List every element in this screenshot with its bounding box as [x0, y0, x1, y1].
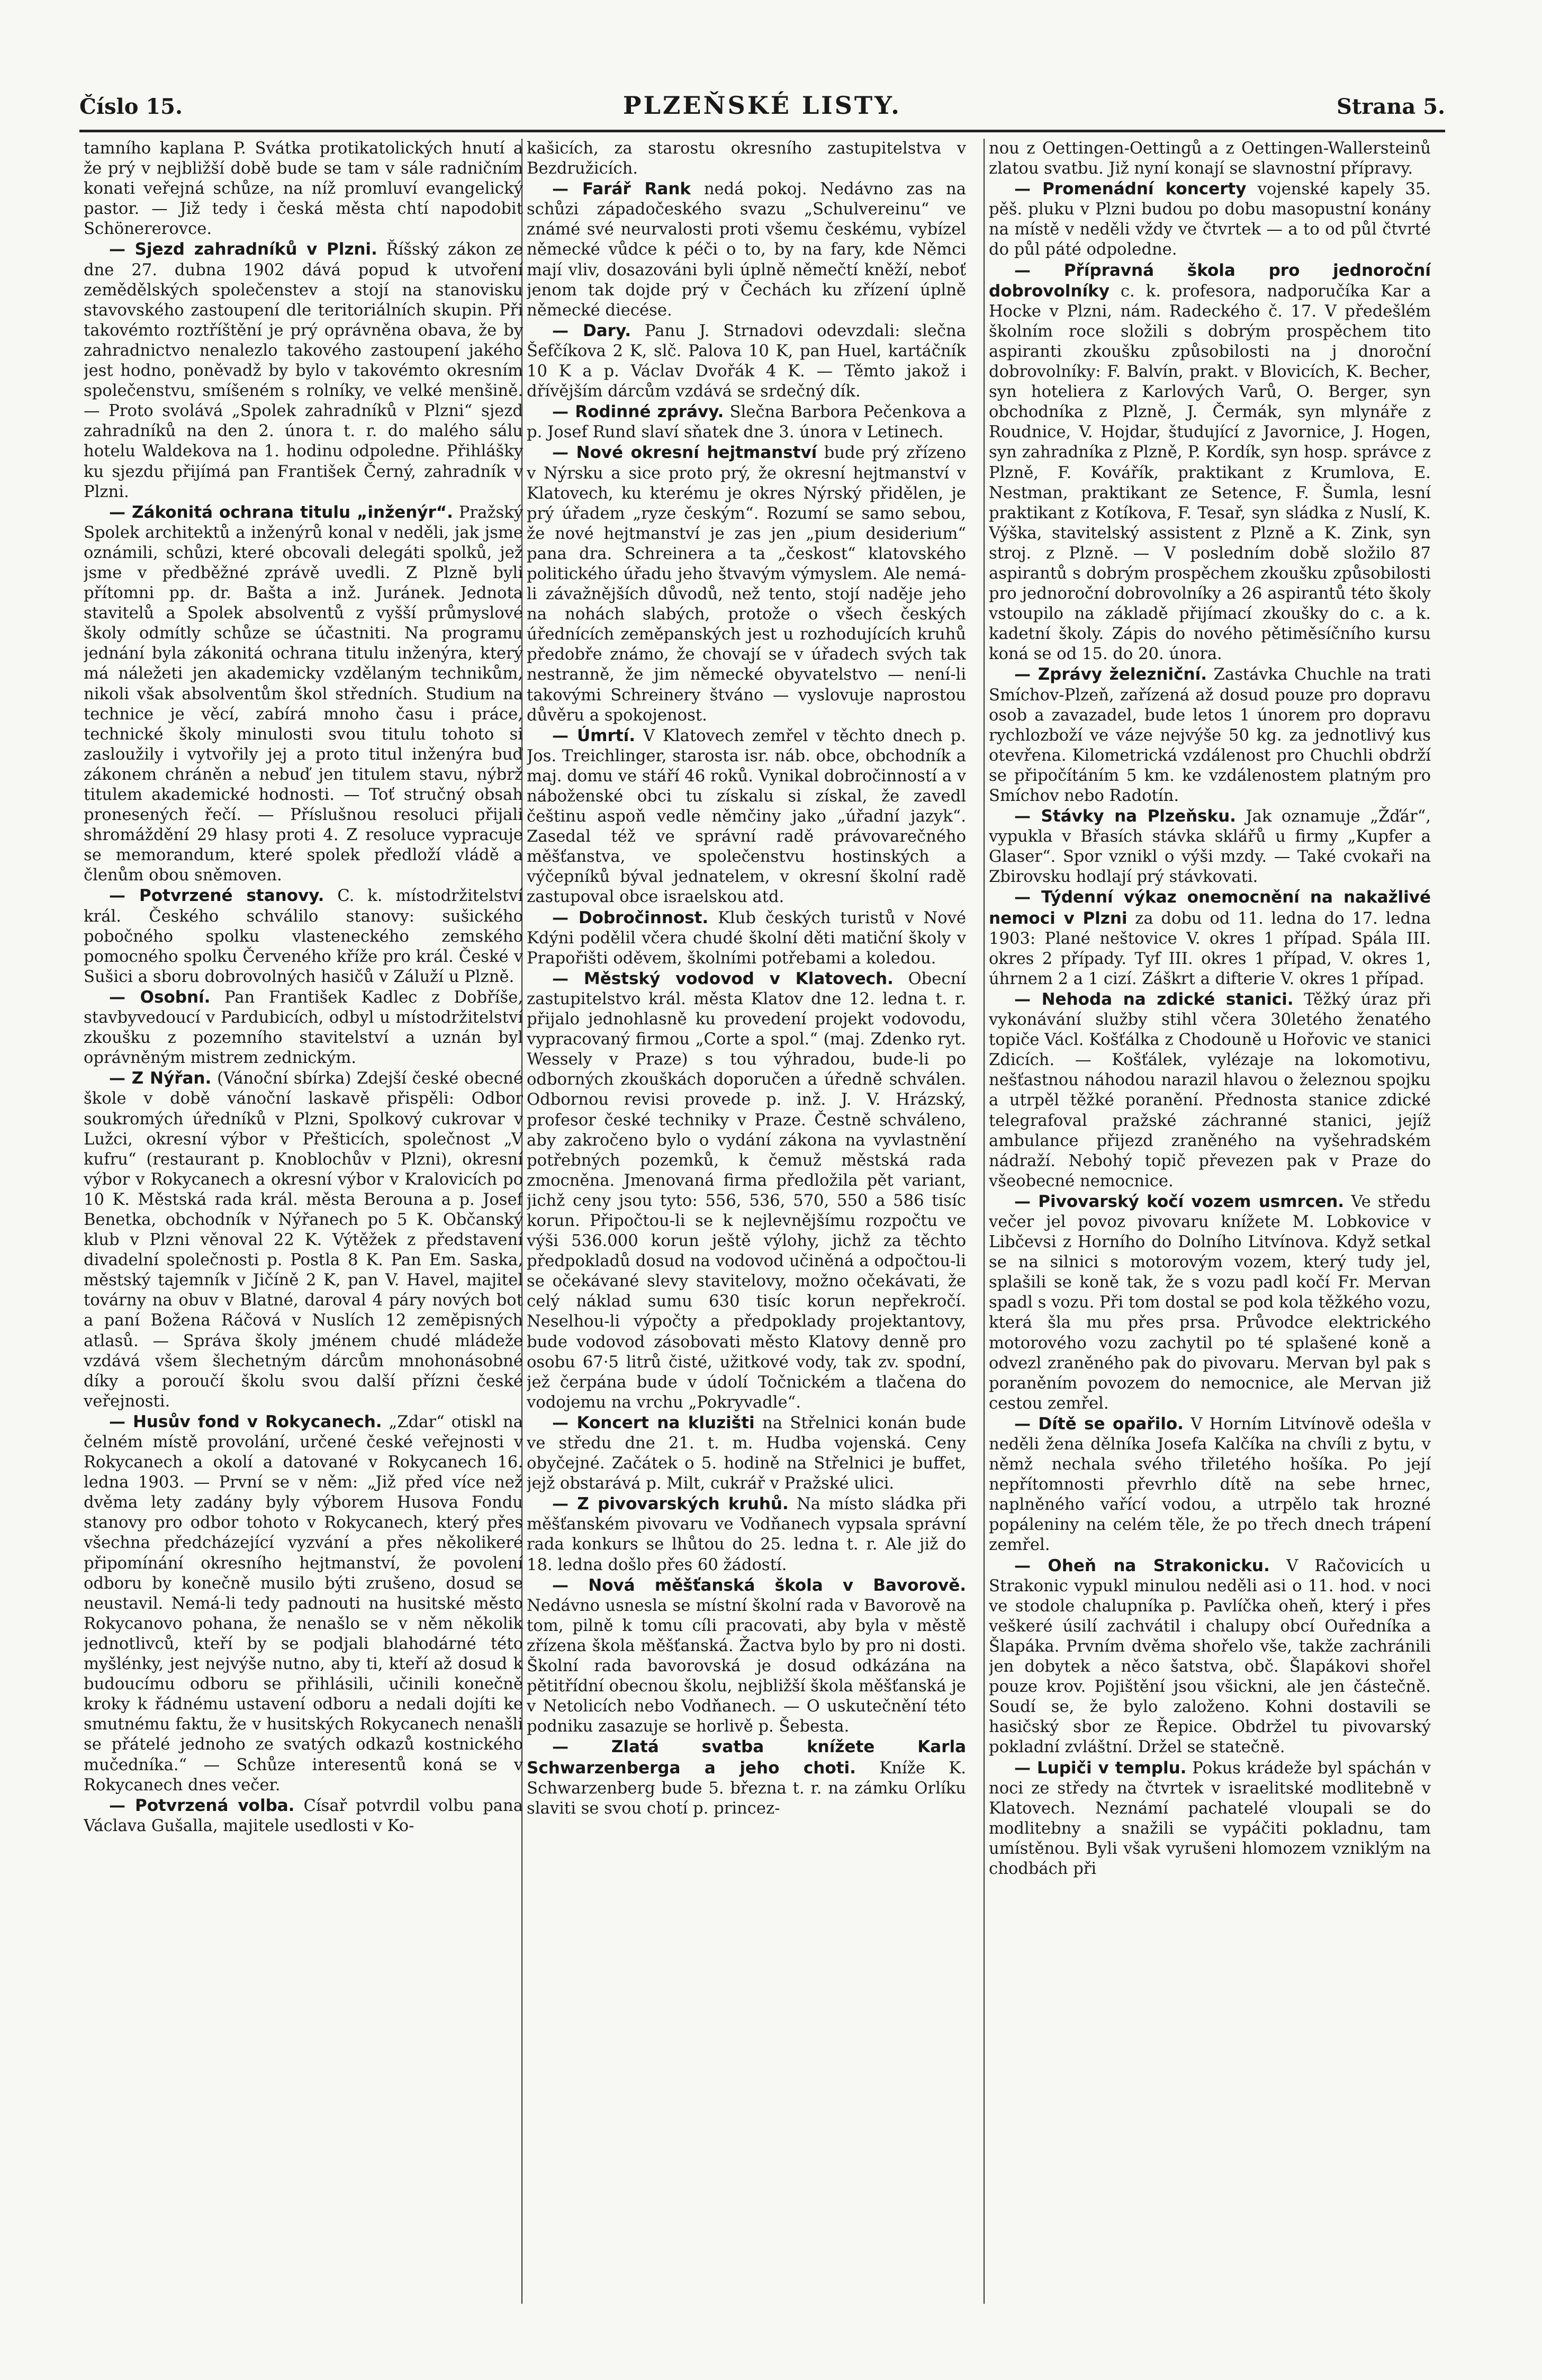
article-paragraph — [527, 908, 966, 969]
text-column-2 — [527, 139, 966, 2304]
text-column-3 — [989, 139, 1431, 2304]
article-heading: — Dobročinnost. — [552, 908, 709, 927]
article-text: Říšský zákon ze dne 27. dubna 1902 dává popud k utvoření zemědělských společenstev a stojí na stanovisku stavovského zastoupení dle teritoriálních skupin. Při takovémto roztříštění je prý oprávněna obava, že by zahradnictvo nenalezlo takového zastoupení jakého jest hodno, poněvadž by bylo v takovémto okresním společenstvu, smíšeném s rolníky, ve velké menšině. — Proto svolává „Spolek zahradníků v Plzni“ sjezd zahradníků na den 2. února t. r. do malého sálu hotelu Waldekova na 1. hodinu odpoledne. Přihlášky ku sjezdu přijímá pan František Černý, zahradník v Plzni. — [84, 240, 523, 501]
article-text: vojenské kapely 35. pěš. pluku v Plzni budou po dobu masopustní konány na místě v neděli vždy ve čtvrtek — a to od půl čtvrté do půl páté odpoledne. — [989, 180, 1431, 259]
article-text: Jak oznamuje „Žďár“, vypukla v Břasích stávka sklářů u firmy „Kupfer a Glaser“. Spor vznikl o výši mzdy. — Také cvokaři na Zbirovsku hodlají prý stávkovati. — [989, 807, 1431, 887]
article-heading: — Městský vodovod v Klatovech. — [552, 969, 894, 988]
article-paragraph — [989, 989, 1431, 1192]
article-text: Pražský Spolek architektů a inženýrů konal v neděli, jak jsme oznámili, schůzi, které obcovali delegáti spolků, jež jsme v předběžné zprávě uvedli. Z Plzně byli přítomni pp. dr. Bašta a inž. Juránek. Jednota stavitelů a Spolek absolventů z vyšší průmyslové školy odmítly schůze se účastniti. Na programu jednání byla zákonitá ochrana titulu inženýra, který má náležeti jen akademicky vzdělaným technikům, nikoli však absolventům škol středních. Studium na technice je věcí, zabírá mnoho času i práce, technické školy minulosti svou titulu tohoto si zasloužily i vytvořily jej a proto titul inženýra buď zákonem chráněn a nebuď jen titulem stavu, nýbrž titulem akademické hodnosti. — Toť stručný obsah pronesených řečí. — Příslušnou resoluci přijali shromáždění 29 hlasy proti 4. Z resoluce vypracuje se memorandum, které spolek předloží vládě a členům obou sněmoven. — [84, 503, 523, 885]
article-paragraph — [527, 726, 966, 908]
article-text: za dobu od 11. ledna do 17. ledna 1903: Plané neštovice V. okres 1 případ. Spála III. okres 2 případy. Tyf III. okres 1 případ, V. okres 1, úhrnem 2 a 1 cizí. Záškrt a difterie V. okres 1 případ. — [989, 909, 1431, 988]
issue-number: Číslo 15. — [79, 94, 183, 119]
article-paragraph — [527, 321, 966, 402]
article-text: V Horním Litvínově odešla v neděli žena dělníka Josefa Kalčíka na chvíli z bytu, v němž nechala svého třiletého hošíka. Po její nepřítomnosti převrhlo dítě na sebe hrnec, naplněného vařící vodou, a utrpělo tak hrozné popáleniny na celém těle, že po třech dnech trápení zemřel. — [989, 1414, 1431, 1555]
article-heading: — Potvrzené stanovy. — [109, 886, 324, 906]
article-paragraph — [84, 1796, 523, 1836]
article-heading: — Rodinné zprávy. — [552, 402, 724, 422]
page-header — [79, 79, 1445, 127]
article-heading: — Zákonitá ochrana titulu „inženýr“. — [109, 502, 453, 522]
article-paragraph — [989, 1758, 1431, 1880]
article-paragraph — [84, 1068, 523, 1412]
article-paragraph — [989, 664, 1431, 806]
article-heading: — Koncert na kluzišti — [552, 1413, 755, 1432]
article-heading: — Zprávy železniční. — [1014, 665, 1207, 684]
article-text: Klub českých turistů v Nové Kdýni podělil včera chudé školní děti matiční školy v Prapořišti oděvem, školními potřebami a koledou. — [527, 908, 966, 968]
newspaper-title: PLZEŇSKÉ LISTY. — [623, 91, 902, 120]
article-heading: — Přípravná škola pro jednoroční dobrovolníky — [989, 260, 1431, 301]
article-heading: — Lupiči v templu. — [1014, 1758, 1187, 1778]
article-paragraph — [989, 1556, 1431, 1758]
article-text: V Račovicích u Strakonic vypukl minulou neděli asi o 11. hod. v noci ve stodole chalupníka p. Pavlíčka oheň, který i přes veškeré úsilí zachvátil i chalupy obcí Ouředníka a Šlapáka. Prvním dvěma shořelo vše, takže zachránili jen dobytek a něco šatstva, obč. Šlapákovi shořel pouze krov. Pojištění jsou všickni, ale jen částečně. Soudí se, že bylo založeno. Kohni dostavili se hasičský sbor ze Řepice. Obdržel tu pivovarský pokladní zvláštní. Držel se statečně. — [989, 1556, 1431, 1757]
article-text: bude prý zřízeno v Nýrsku a sice proto prý, že okresní hejtmanství v Klatovech, ku kterému je okres Nýrský přidělen, je prý úřadem „ryze českým“. Rozumí se samo sebou, že nové hejtmanství je zas jen „pium desiderium“ pana dra. Schreinera a ta „českost“ klatovského politického úřadu jeho štvavým výmyslem. Ale nemá-li závažnějších důvodů, než tento, stojí naděje jeho na nohách slabých, protože o všech českých úřednících zeměpanských jest u rozhodujících kruhů předobře známo, že chovají se v úřadech svých tak nestranně, že jim německé obyvatelstvo — není-li takovými Schreinery štváno — vyslovuje naprostou důvěru a spokojenost. — [527, 444, 966, 725]
article-text: nedá pokoj. Nedávno zas na schůzi západočeského svazu „Schulvereinu“ ve známé své neurvalosti proti všemu českému, vybízel německé vůdce k péči o to, by na fary, kde Němci mají vliv, dosazováni byli úplně němečtí kněží, neboť jenom tak dojde prý v Čechách ku zřízení úplně německé diecése. — [527, 180, 966, 320]
article-text: nou z Oettingen-Oettingů a z Oettingen-Wallersteinů zlatou svatbu. Již nyní konají se slavnostní přípravy. — [989, 139, 1431, 178]
article-paragraph — [527, 1413, 966, 1494]
article-paragraph — [989, 139, 1431, 179]
article-paragraph — [84, 239, 523, 502]
article-text: tamního kaplana P. Svátka protikatolických hnutí a že prý v nejbližší době bude se tam v sále radničním konati veřejná schůze, na níž promluví evangelický pastor. — Již tedy i česká města chtí napodobit Schönererovce. — [84, 139, 523, 239]
article-paragraph — [527, 443, 966, 725]
article-paragraph — [527, 139, 966, 179]
article-heading: — Husův fond v Rokycanech. — [109, 1412, 382, 1431]
article-text: kašicích, za starostu okresního zastupitelstva v Bezdružicích. — [527, 139, 966, 178]
article-heading: — Potvrzená volba. — [109, 1796, 295, 1815]
article-heading: — Z pivovarských kruhů. — [552, 1494, 789, 1514]
article-paragraph — [84, 1412, 523, 1796]
article-paragraph — [84, 987, 523, 1068]
article-text: Císař potvrdil volbu pana Václava Gušalla, majitele usedlosti v Ko- — [84, 1796, 523, 1835]
article-text: Nedávno usnesla se místní školní rada v Bavorově na tom, pilně k tomu cíli pracovati, aby byla v městě zřízena škola měšťanská. Žactva bylo by pro ni dosti. Školní rada bavorovská je dosud odkázána na pětitřídní obecnou školu, nejbližší škola měšťanská je v Netolicích nebo Vodňanech. — O uskutečnění této podniku zasazuje se horlivě p. Šebesta. — [527, 1596, 966, 1736]
article-text: Pokus krádeže byl spáchán v noci ze středy na čtvrtek v israelitské modlitebně v Klatovech. Neznámí pachatelé vloupali se do modlitebny a snažili se vypáčiti pokladnu, tam umístěnou. Byli však vyrušeni hlomozem vzniklým na chodbách při — [989, 1759, 1431, 1878]
article-paragraph — [84, 886, 523, 987]
article-text: C. k. místodržitelství král. Českého schválilo stanovy: sušického pobočného spolku vlasteneckého zemského pomocného spolku Červeného kříže pro král. České v Sušici a sboru dobrovolných hasičů v Záluží u Plzně. — [84, 887, 523, 986]
article-heading: — Nehoda na zdické stanici. — [1014, 989, 1294, 1009]
article-paragraph — [989, 260, 1431, 665]
article-text: Zastávka Chuchle na trati Smíchov-Plzeň, zařízená až dosud pouze pro dopravu osob a zavazadel, bude letos 1 únorem pro dopravu rychlozboží ve váze nejvýše 50 kg. za jednotlivý kus otevřena. Kilometrická vzdálenost pro Chuchli obdrží se připočítáním 5 km. ke vzdálenostem platným pro Smíchov nebo Radotín. — [989, 665, 1431, 805]
article-paragraph — [527, 1494, 966, 1575]
article-text: Pan František Kadlec z Dobříše, stavbyvedoucí v Pardubicích, odbyl u místodržitelství zkoušku z pozemního stavitelství a uznán byl oprávněným mistrem zednickým. — [84, 988, 523, 1068]
article-text: „Zdar“ otiskl na čelném místě provolání, určené české veřejnosti v Rokycanech a okolí a datované v Rokycanech 16. ledna 1903. — První se v něm: „Již před více než dvěma lety zadány byly výborem Husova Fondu stanovy pro odbor tohoto v Rokycanech, který přes všechna předcházející vyzvání a přes několikeré připomínání okresního hejtmanství, že povolení odboru by konečně musilo býti zrušeno, dosud se neustavil. Nemá-li tedy padnouti na husitské město Rokycanovo pohana, že nenašlo se v něm několik jednotlivců, kteří by se podjali blahodárné této myšlénky, jest nejvýše nutno, aby ti, kteří až dosud k budoucímu odboru se přihlásili, učinili konečně kroky k řádnému ustavení odboru a nedali dojíti ke smutnému faktu, že v husitských Rokycanech nenašli se přátelé jednoho ze svatých odkazů kostnického mučedníka.“ — Schůze interesentů koná se v Rokycanech dnes večer. — [84, 1412, 523, 1795]
article-heading: — Oheň na Strakonicku. — [1014, 1556, 1270, 1575]
article-paragraph — [84, 139, 523, 239]
article-paragraph — [527, 402, 966, 443]
article-paragraph — [84, 502, 523, 886]
article-heading: — Stávky na Plzeňsku. — [1014, 807, 1236, 826]
article-heading: — Zlatá svatba knížete Karla Schwarzenberga a jeho choti. — [527, 1737, 966, 1778]
article-paragraph — [527, 969, 966, 1413]
article-text: Obecní zastupitelstvo král. města Klatov dne 12. ledna t. r. přijalo jednohlasně ku provedení projekt vodovodu, vypracovaný firmou „Corte a spol.“ (maj. Zdenko ryt. Wessely v Praze) s tou výhradou, bude-li po odborných zkouškách doporučen a úředně schválen. Odbornou revisi provede p. inž. J. V. Hrázský, profesor české techniky v Praze. Čestně schváleno, aby zakročeno bylo o vydání zákona na vyvlastnění potřebných pozemků, k čemuž městská rada zmocněna. Jmenovaná firma předložila pět variant, jichž ceny jsou tyto: 556, 536, 570, 550 a 586 tisíc korun. Připočtou-li se k nejlevnějšímu rozpočtu ve výši 536.000 korun ještě výlohy, jichž za těchto předpokladů dosud na vodovod učiněná a odpočtou-li se očekávané slevy stavitelovy, možno očekávati, že celý náklad sumu 630 tisíc korun nepřekročí. Neselhou-li výpočty a předpoklady projektantovy, bude vodovod zásobovati město Klatovy denně pro osobu 67·5 litrů čisté, užitkové vody, tak zv. spodní, jež čerpána bude v údolí Točnickém a tlačena do vodojemu na vrchu „Pokryvadle“. — [527, 969, 966, 1412]
article-paragraph — [989, 806, 1431, 887]
article-heading: — Z Nýřan. — [109, 1069, 212, 1088]
article-heading: — Dítě se opařilo. — [1014, 1414, 1184, 1434]
article-paragraph — [527, 1575, 966, 1737]
header-rule — [79, 130, 1445, 132]
article-text: Ve středu večer jel povoz pivovaru knížete M. Lobkovice v Libčevsi z Horního do Dolního Litvínova. Když setkal se na silnici s motorovým vozem, který tudy jel, splašili se koně tak, že s vozu padl kočí Fr. Mervan spadl s vozu. Při tom dostal se pod kola těžkého vozu, která šla mu přes prsa. Průvodce elektrického motorového vozu zachytil po té splašené koně a odvezl zraněného pak do pivovaru. Mervan byl pak s poraněním povozem do nemocnice, ale Mervan již cestou zemřel. — [989, 1192, 1431, 1413]
article-heading: — Nové okresní hejtmanství — [552, 443, 817, 463]
page-number: Strana 5. — [1336, 94, 1445, 119]
article-paragraph — [989, 887, 1431, 989]
article-heading: — Nová měšťanská škola v Bavorově. — [552, 1575, 966, 1595]
article-text: V Klatovech zemřel v těchto dnech p. Jos. Treichlinger, starosta isr. náb. obce, obchodník a maj. domu ve stáří 46 roků. Vynikal dobročinností a v náboženské obci tu získalu si získal, že zavedl češtinu aspoň vedle němčiny jako „úřadní jazyk“. Zasedal též ve správní radě právovarečného měšťanstva, ve společenstvu hostinských a výčepníků býval jednatelem, v okresní školní radě zastupoval obce israelskou atd. — [527, 726, 966, 907]
article-text: Na místo sládka při měšťanském pivovaru ve Vodňanech vypsala správní rada konkurs se lhůtou do 25. ledna t. r. Ale již do 18. ledna došlo přes 60 žádostí. — [527, 1495, 966, 1574]
article-heading: — Úmrtí. — [552, 726, 635, 745]
article-paragraph — [527, 179, 966, 321]
article-text: c. k. profesora, nadporučíka Kar a Hocke v Plzni, nám. Radeckého č. 17. V předešlém školním roce složili s dobrým prospěchem tito aspiranti zkoušku způsobilosti na j dnoroční dobrovolníky: F. Balvín, prakt. v Blovicích, K. Becher, syn hoteliera z Karlových Varů, O. Berger, syn obchodníka z Plzně, J. Čermák, syn mlynáře z Roudnice, V. Hojdar, študující z Javornice, J. Hogen, syn zahradníka z Plzně, P. Kordík, syn hosp. správce z Plzně, F. Kovářík, praktikant z Krumlova, E. Nestman, praktikant ze Setence, F. Šumla, lesní praktikant z Kotíkova, F. Tesař, syn sládka z Nuslí, K. Výška, stavitelský assistent z Plzně a K. Zink, syn stroj. z Plzně. — V posledním době složilo 87 aspirantů s dobrým prospěchem zkoušku způsobilosti pro jednoroční dobrovolníky a 26 aspirantů této školy vstoupilo na základě přijímací zkoušky do c. a k. kadetní školy. Zápis do nového pětiměsíčního kursu koná se od 15. do 20. února. — [989, 282, 1431, 664]
article-heading: — Dary. — [552, 321, 632, 340]
article-paragraph — [989, 179, 1431, 260]
article-paragraph — [527, 1737, 966, 1818]
article-text: (Vánoční sbírka) Zdejší české obecné škole v době vánoční laskavě přispěli: Odbor soukromých úředníků v Plzni, Spolkový cukrovar v Lužci, okresní výbor v Přešticích, společnost „V kufru“ (restaurant p. Knoblochův v Plzni), okresní výbor v Rokycanech a okresní výbor v Kralovicích po 10 K. Městská rada král. města Berouna a p. Josef Benetka, obchodník v Nýřanech po 5 K. Občanský klub v Plzni věnoval 22 K. Výtěžek z představení divadelní společnosti p. Postla 8 K. Pan Em. Saska, městský tajemník v Jičíně 2 K, pan V. Havel, majitel továrny na obuv v Blatné, daroval 4 páry nových bot a paní Božena Ráčová v Nuslích 12 zeměpisných atlasů. — Správa školy jménem chudé mládeže vzdává všem šlechetným dárcům mnohonásobné díky a poroučí školu svou další přízni české veřejnosti. — [84, 1069, 523, 1411]
article-text: na Střelnici konán bude ve středu dne 21. t. m. Hudba vojenská. Ceny obyčejné. Začátek o 5. hodině na Střelnici je buffet, jejž obstarává p. Milt, cukrář v Pražské ulici. — [527, 1413, 966, 1493]
text-column-1 — [84, 139, 523, 2304]
article-heading: — Týdenní výkaz onemocnění na nakažlivé nemoci v Plzni — [989, 888, 1431, 928]
article-heading: — Sjezd zahradníků v Plzni. — [109, 240, 377, 259]
article-paragraph — [989, 1414, 1431, 1556]
article-heading: — Osobní. — [109, 987, 211, 1007]
article-heading: — Farář Rank — [552, 179, 691, 199]
article-heading: — Promenádní koncerty — [1014, 179, 1247, 199]
article-text: Slečna Barbora Pečenkova a p. Josef Rund slaví sňatek dne 3. února v Letinech. — [527, 403, 966, 442]
article-text: Kníže K. Schwarzenberg bude 5. března t. r. na zámku Orlíku slaviti se svou chotí p. princez- — [527, 1759, 966, 1818]
article-text: Těžký úraz při vykonávání služby stihl včera 30letého ženatého topiče Václ. Košťálka z Chodouně u Hořovic ve stanici Zdicích. — Košťálek, vylézaje na lokomotivu, nešťastnou náhodou narazil hlavou o železnou spojku a utrpěl těžké poranění. Přednosta stanice zdické telegrafoval pražské záchranné stanici, jejíž ambulance přijezd zraněného na vyšehradském nádraží. Nebohý topič převezen pak v Praze do všeobecné nemocnice. — [989, 990, 1431, 1191]
article-heading: — Pivovarský kočí vozem usmrcen. — [1014, 1192, 1345, 1211]
article-paragraph — [989, 1192, 1431, 1414]
article-text: Panu J. Strnadovi odevzdali: slečna Šefčíkova 2 K, slč. Palova 10 K, pan Huel, kartáčník 10 K a p. Václav Dvořák 4 K. — Těmto jakož i dřívějším dárcům vzdává se srdečný dík. — [527, 321, 966, 401]
column-divider — [984, 139, 985, 2304]
